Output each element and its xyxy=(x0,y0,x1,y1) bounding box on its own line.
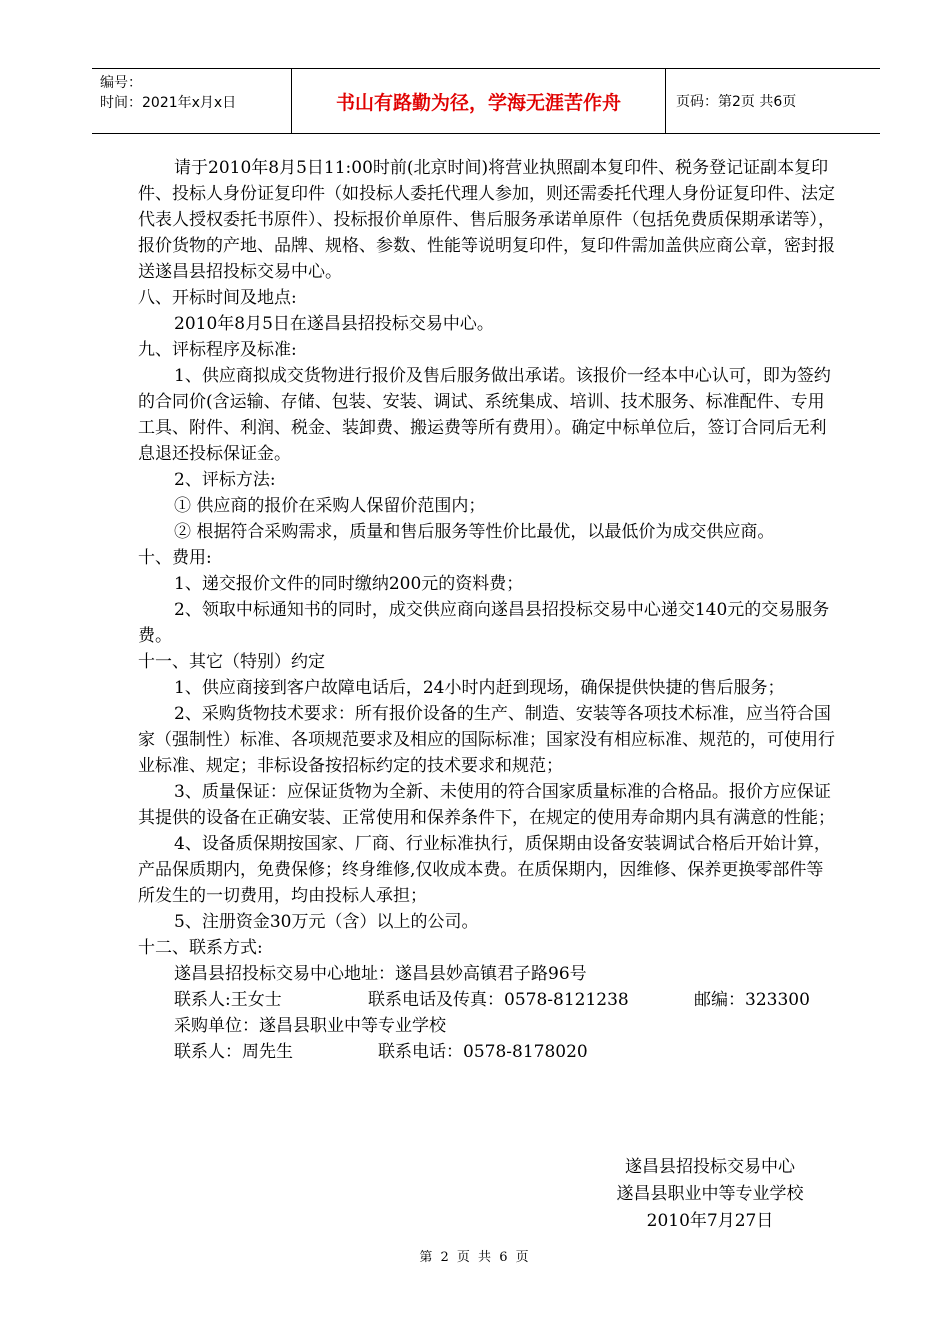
document-body xyxy=(138,155,838,1065)
section-9-criterion-2: ② 根据符合采购需求，质量和售后服务等性价比最优，以最低价为成交供应商。 xyxy=(174,522,775,542)
section-11-item-5: 5、注册资金30万元（含）以上的公司。 xyxy=(174,912,479,932)
section-12-title: 十二、联系方式: xyxy=(138,938,263,958)
contact-1-name: 联系人:王女士 xyxy=(174,990,282,1010)
page-header xyxy=(92,68,880,134)
signature-org-2: 遂昌县职业中等专业学校 xyxy=(616,1184,804,1204)
section-8-text: 2010年8月5日在遂昌县招投标交易中心。 xyxy=(174,314,494,334)
signature-block xyxy=(560,1154,860,1235)
contact-row-2 xyxy=(138,1039,838,1065)
contact-1-phone: 联系电话及传真：0578-8121238 xyxy=(368,990,629,1010)
section-9-criterion-1: ① 供应商的报价在采购人保留价范围内； xyxy=(174,496,486,516)
submission-paragraph: 请于2010年8月5日11:00时前(北京时间)将营业执照副本复印件、税务登记证副本复印件、投标人身份证复印件（如投标人委托代理人参加，则还需委托代理人身份证复印件、法定代表人授权委托书原件）、投标报价单原件、售后服务承诺单原件（包括免费质保期承诺等），报价货物的产地、品牌、规格、参数、性能等说明复印件，复印件需加盖供应商公章，密封报送遂昌县招投标交易中心。 xyxy=(138,158,835,282)
number-label: 编号： xyxy=(100,75,142,91)
section-9-item-2: 2、评标方法: xyxy=(174,470,276,490)
contact-address: 遂昌县招投标交易中心地址：遂昌县妙高镇君子路96号 xyxy=(174,964,587,984)
section-11-item-1: 1、供应商接到客户故障电话后，24小时内赶到现场，确保提供快捷的售后服务； xyxy=(174,678,785,698)
section-8-title: 八、开标时间及地点: xyxy=(138,288,297,308)
signature-date: 2010年7月27日 xyxy=(646,1211,774,1231)
contact-2-name: 联系人：周先生 xyxy=(174,1042,293,1062)
header-motto: 书山有路勤为径，学海无涯苦作舟 xyxy=(292,69,666,133)
section-10-item-1: 1、递交报价文件的同时缴纳200元的资料费； xyxy=(174,574,524,594)
contact-2-phone: 联系电话：0578-8178020 xyxy=(378,1042,588,1062)
time-label: 时间：2021年x月x日 xyxy=(100,95,237,111)
section-11-item-2: 2、采购货物技术要求：所有报价设备的生产、制造、安装等各项技术标准，应当符合国家（强制性）标准、各项规范要求及相应的国际标准；国家没有相应标准、规范的，可使用行业标准、规定；非标设备按招标约定的技术要求和规范； xyxy=(138,704,835,776)
section-9-item-1: 1、供应商拟成交货物进行报价及售后服务做出承诺。该报价一经本中心认可，即为签约的合同价(含运输、存储、包装、安装、调试、系统集成、培训、技术服务、标准配件、专用工具、附件、利润、税金、装卸费、搬运费等所有费用）。确定中标单位后，签订合同后无利息退还投标保证金。 xyxy=(138,366,831,464)
signature-org-1: 遂昌县招投标交易中心 xyxy=(625,1157,795,1177)
section-10-title: 十、费用: xyxy=(138,548,212,568)
contact-1-zip: 邮编：323300 xyxy=(694,990,810,1010)
header-meta xyxy=(92,69,292,133)
section-11-title: 十一、其它（特别）约定 xyxy=(138,652,325,672)
section-11-item-3: 3、质量保证：应保证货物为全新、未使用的符合国家质量标准的合格品。报价方应保证其提供的设备在正确安装、正常使用和保养条件下，在规定的使用寿命期内具有满意的性能； xyxy=(138,782,835,828)
buyer-unit: 采购单位：遂昌县职业中等专业学校 xyxy=(174,1016,446,1036)
contact-row-1 xyxy=(138,987,838,1013)
section-10-item-2: 2、领取中标通知书的同时，成交供应商向遂昌县招投标交易中心递交140元的交易服务费。 xyxy=(138,600,830,646)
section-9-title: 九、评标程序及标准: xyxy=(138,340,297,360)
page-footer: 第 2 页 共 6 页 xyxy=(419,1250,531,1265)
section-11-item-4: 4、设备质保期按国家、厂商、行业标准执行，质保期由设备安装调试合格后开始计算，产品保质期内，免费保修；终身维修,仅收成本费。在质保期内，因维修、保养更换零部件等所发生的一切费用，均由投标人承担； xyxy=(138,834,831,906)
header-page-label: 页码：第2页 共6页 xyxy=(676,94,797,110)
